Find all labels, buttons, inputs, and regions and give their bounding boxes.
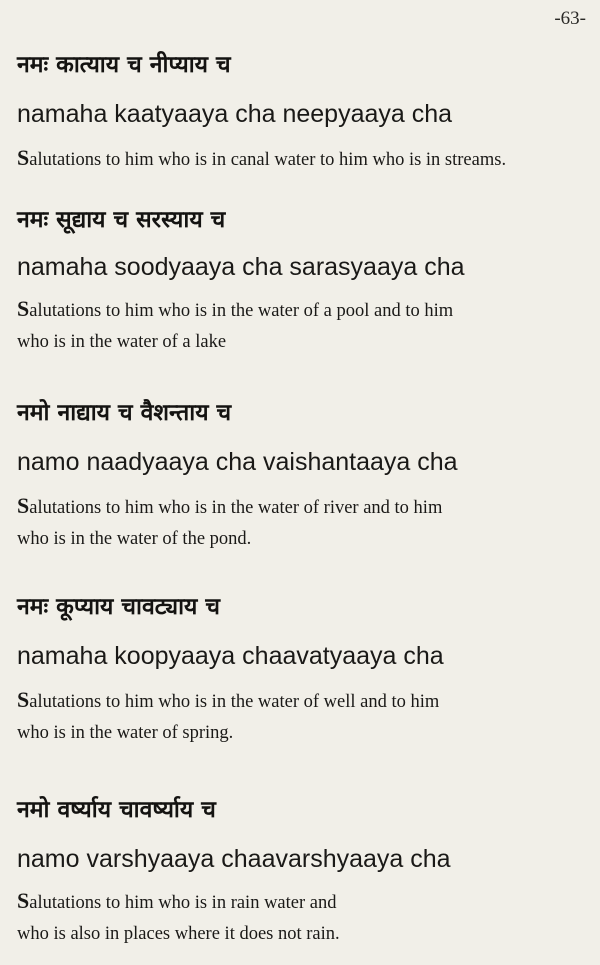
page-number: -63- — [554, 8, 586, 29]
verse-translation — [17, 142, 597, 176]
translation-line: who is also in places where it does not rain. — [17, 924, 340, 944]
verse-transliteration: namaha koopyaaya chaavatyaaya cha — [17, 642, 444, 670]
verse-block — [17, 398, 597, 555]
translation-line: who is in the water of a lake — [17, 332, 227, 352]
translation-line: alutations to him who is in the water of a pool and to him — [29, 301, 454, 321]
verse-block — [17, 592, 597, 749]
translation-drop-letter: S — [17, 296, 30, 321]
verse-sanskrit: नमो वर्ष्याय चावर्ष्याय च — [17, 797, 216, 823]
verse-sanskrit: नमः सूद्याय च सरस्याय च — [17, 207, 226, 233]
translation-drop-letter: S — [17, 493, 30, 518]
verse-sanskrit: नमः कात्याय च नीप्याय च — [17, 52, 231, 78]
verse-block — [17, 50, 597, 176]
translation-line: alutations to him who is in the water of well and to him — [29, 692, 440, 712]
translation-line: alutations to him who is in canal water to him who is in streams. — [29, 150, 507, 170]
verse-transliteration: namo naadyaaya cha vaishantaaya cha — [17, 448, 458, 476]
verse-sanskrit: नमो नाद्याय च वैशन्ताय च — [17, 400, 232, 426]
verse-block — [17, 795, 597, 950]
translation-line: who is in the water of spring. — [17, 723, 234, 743]
verse-block — [17, 205, 597, 358]
translation-drop-letter: S — [17, 687, 30, 712]
verse-transliteration: namo varshyaaya chaavarshyaaya cha — [17, 845, 451, 873]
verse-transliteration: namaha kaatyaaya cha neepyaaya cha — [17, 100, 453, 128]
verse-translation — [17, 885, 597, 950]
translation-line: alutations to him who is in rain water and — [29, 893, 337, 913]
verse-translation — [17, 684, 597, 749]
translation-drop-letter: S — [17, 888, 30, 913]
verse-sanskrit: नमः कूप्याय चावट्याय च — [17, 594, 221, 620]
translation-drop-letter: S — [17, 145, 30, 170]
verse-transliteration: namaha soodyaaya cha sarasyaaya cha — [17, 253, 465, 281]
translation-line: alutations to him who is in the water of river and to him — [29, 498, 443, 518]
verse-translation — [17, 490, 597, 555]
translation-line: who is in the water of the pond. — [17, 529, 252, 549]
verse-translation — [17, 293, 597, 358]
